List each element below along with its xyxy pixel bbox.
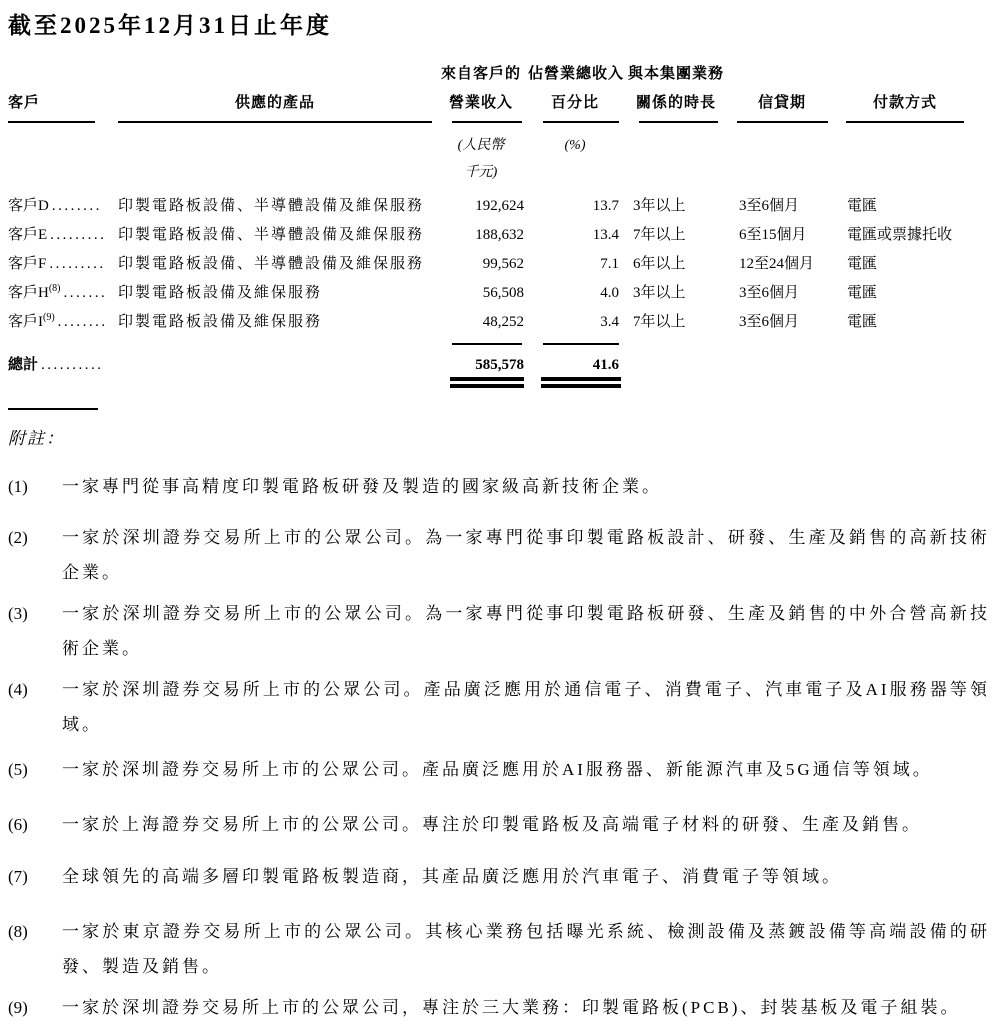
col-header-duration-line1: 與本集團業務: [627, 66, 724, 82]
total-label-text: 總計: [8, 357, 39, 373]
footnote-text: 一家於上海證券交易所上市的公眾公司。專注於印製電路板及高端電子材料的研發、生產及銷售。: [62, 815, 922, 834]
payment-cell: 電匯: [847, 256, 878, 272]
dot-leader: .......: [63, 285, 108, 301]
col-header-credit: 信貸期: [757, 95, 806, 111]
header-rule-revenue: [452, 121, 522, 123]
products-cell: 印製電路板設備、半導體設備及維保服務: [118, 198, 425, 214]
credit-cell: 12至24個月: [739, 256, 815, 272]
duration-cell: 3年以上: [633, 198, 686, 214]
notes-separator-rule: [8, 408, 98, 410]
footnote-number: (9): [8, 998, 28, 1017]
customer-label: 客戶H: [8, 285, 49, 301]
subtotal-rule-revenue: [452, 343, 522, 345]
revenue-cell: 188,632: [475, 227, 524, 243]
total-double-rule-percent-top: [541, 377, 621, 381]
col-header-revenue-line2: 營業收入: [448, 95, 513, 111]
footnote-5: [8, 752, 990, 787]
revenue-unit-line2: 千元): [464, 165, 498, 180]
products-cell: 印製電路板設備及維保服務: [118, 314, 323, 330]
footnote-number: (4): [8, 680, 28, 699]
customer-footnote-ref: (8): [48, 283, 61, 294]
customer-name: [8, 254, 106, 275]
total-label: [8, 355, 104, 376]
credit-cell: 6至15個月: [739, 227, 807, 243]
customer-label: 客戶I: [8, 314, 43, 330]
footnote-number: (2): [8, 528, 28, 547]
products-cell: 印製電路板設備、半導體設備及維保服務: [118, 256, 425, 272]
footnote-text: 一家於東京證券交易所上市的公眾公司。其核心業務包括曝光系統、檢測設備及蒸鍍設備等高端設備的研發、製造及銷售。: [62, 922, 990, 976]
dot-leader: ........: [51, 198, 102, 214]
percent-cell: 3.4: [600, 314, 619, 330]
dot-leader: .........: [49, 256, 106, 272]
header-rule-products: [118, 121, 432, 123]
customer-label: 客戶F: [8, 256, 47, 272]
duration-cell: 3年以上: [633, 285, 686, 301]
payment-cell: 電匯: [847, 314, 878, 330]
notes-heading: 附註：: [8, 429, 65, 448]
footnote-text: 一家於深圳證券交易所上市的公眾公司。為一家專門從事印製電路板設計、研發、生產及銷售的高新技術企業。: [62, 528, 990, 582]
payment-cell: 電匯: [847, 198, 878, 214]
total-double-rule-percent-bottom: [541, 384, 621, 388]
col-header-percent-line2: 百分比: [550, 95, 599, 111]
footnote-text: 一家於深圳證券交易所上市的公眾公司。產品廣泛應用於AI服務器、新能源汽車及5G通信等領域。: [62, 760, 933, 779]
payment-cell: 電匯或票據托收: [847, 227, 953, 243]
total-double-rule-revenue-top: [450, 377, 524, 381]
footnote-number: (1): [8, 477, 28, 496]
credit-cell: 3至6個月: [739, 285, 800, 301]
percent-unit: (%): [564, 138, 586, 153]
dot-leader: ..........: [41, 357, 104, 373]
percent-cell: 13.4: [592, 227, 619, 243]
col-header-duration-line2: 關係的時長: [635, 95, 716, 111]
duration-cell: 7年以上: [633, 227, 686, 243]
footnote-8: [8, 914, 990, 984]
col-header-percent-line1: 佔營業總收入: [528, 66, 625, 82]
payment-cell: 電匯: [847, 285, 878, 301]
col-header-customer: 客戶: [8, 95, 41, 111]
header-rule-payment: [846, 121, 964, 123]
footnote-number: (3): [8, 604, 28, 623]
percent-cell: 13.7: [592, 198, 619, 214]
total-revenue: 585,578: [475, 357, 524, 373]
footnote-7: [8, 859, 990, 894]
customer-name: [8, 312, 108, 333]
credit-cell: 3至6個月: [739, 314, 800, 330]
revenue-cell: 192,624: [475, 198, 524, 214]
footnote-2: [8, 520, 990, 590]
header-rule-credit: [737, 121, 828, 123]
col-header-products: 供應的產品: [234, 95, 315, 111]
footnote-number: (7): [8, 867, 28, 886]
footnote-number: (6): [8, 815, 28, 834]
footnote-4: [8, 672, 990, 742]
products-cell: 印製電路板設備、半導體設備及維保服務: [118, 227, 425, 243]
customer-label: 客戶D: [8, 198, 49, 214]
revenue-cell: 48,252: [482, 314, 524, 330]
products-cell: 印製電路板設備及維保服務: [118, 285, 323, 301]
customer-footnote-ref: (9): [43, 312, 55, 323]
col-header-payment: 付款方式: [872, 95, 937, 111]
dot-leader: ........: [57, 314, 108, 330]
footnote-9: [8, 990, 990, 1025]
page-title: 截至2025年12月31日止年度: [8, 13, 332, 38]
percent-cell: 7.1: [600, 256, 619, 272]
revenue-cell: 99,562: [482, 256, 524, 272]
revenue-unit-line1: (人民幣: [457, 138, 505, 153]
subtotal-rule-percent: [543, 343, 619, 345]
footnote-number: (8): [8, 922, 28, 941]
header-rule-percent: [543, 121, 619, 123]
total-percent: 41.6: [592, 357, 619, 373]
customer-name: [8, 196, 102, 217]
credit-cell: 3至6個月: [739, 198, 800, 214]
header-rule-customer: [8, 121, 95, 123]
percent-cell: 4.0: [600, 285, 619, 301]
customer-name: [8, 283, 107, 304]
total-double-rule-revenue-bottom: [450, 384, 524, 388]
footnote-3: [8, 596, 990, 666]
footnote-number: (5): [8, 760, 28, 779]
footnote-text: 一家專門從事高精度印製電路板研發及製造的國家級高新技術企業。: [62, 477, 662, 496]
customer-name: [8, 225, 106, 246]
duration-cell: 6年以上: [633, 256, 686, 272]
footnote-1: [8, 469, 990, 504]
footnote-text: 一家於深圳證券交易所上市的公眾公司。為一家專門從事印製電路板研發、生產及銷售的中外合營高新技術企業。: [62, 604, 990, 658]
footnote-text: 一家於深圳證券交易所上市的公眾公司，專注於三大業務：印製電路板(PCB)、封裝基板及電子組裝。: [62, 998, 961, 1017]
duration-cell: 7年以上: [633, 314, 686, 330]
footnote-text: 全球領先的高端多層印製電路板製造商，其產品廣泛應用於汽車電子、消費電子等領域。: [62, 867, 842, 886]
dot-leader: .........: [50, 227, 107, 243]
header-rule-duration: [639, 121, 718, 123]
col-header-revenue-line1: 來自客戶的: [440, 66, 521, 82]
footnote-text: 一家於深圳證券交易所上市的公眾公司。產品廣泛應用於通信電子、消費電子、汽車電子及AI服務器等領域。: [62, 680, 990, 734]
footnote-6: [8, 807, 990, 842]
customer-label: 客戶E: [8, 227, 48, 243]
revenue-cell: 56,508: [482, 285, 524, 301]
